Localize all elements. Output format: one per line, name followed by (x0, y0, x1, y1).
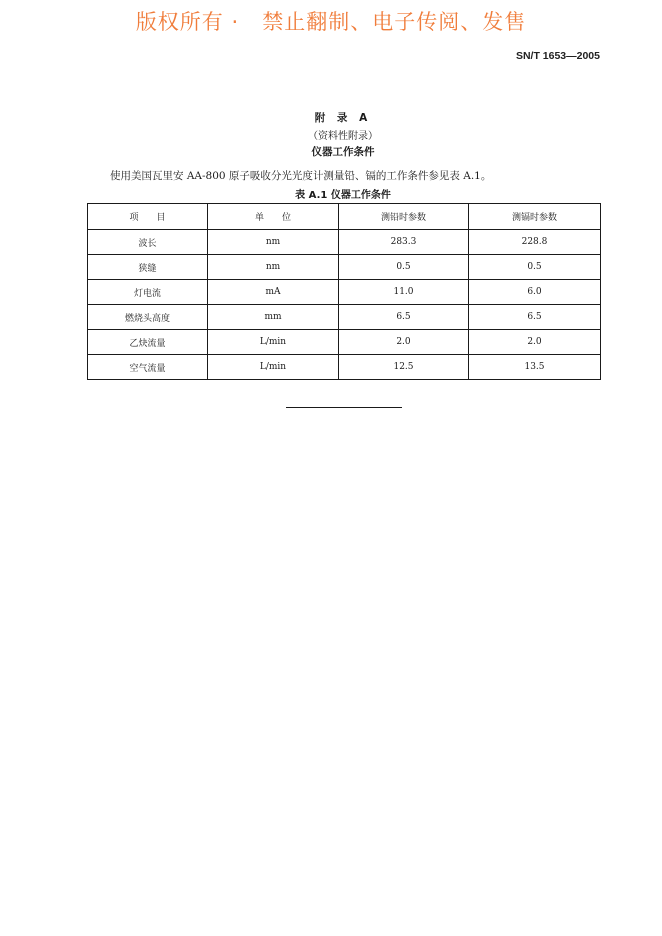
annex-subtitle: （资料性附录） (308, 131, 378, 142)
cell-cadmium-value: 228.8 (469, 230, 601, 255)
column-header-unit: 单 位 (208, 204, 339, 230)
cell-unit: nm (208, 230, 339, 255)
cell-item: 乙炔流量 (88, 330, 208, 355)
cell-lead-value: 11.0 (339, 280, 469, 305)
cell-cadmium-value: 6.0 (469, 280, 601, 305)
instrument-conditions-table (87, 203, 601, 380)
cell-lead-value: 12.5 (339, 355, 469, 380)
column-header-cadmium-params: 测镉时参数 (469, 204, 601, 230)
body-paragraph: 使用美国瓦里安 AA-800 原子吸收分光光度计测量铅、镉的工作条件参见表 A.1。 (110, 170, 492, 182)
column-header-lead-params: 测铅时参数 (339, 204, 469, 230)
annex-heading: 仪器工作条件 (311, 146, 375, 158)
table-row (88, 330, 601, 355)
cell-unit: nm (208, 255, 339, 280)
cell-lead-value: 283.3 (339, 230, 469, 255)
cell-unit: L/min (208, 330, 339, 355)
cell-item: 灯电流 (88, 280, 208, 305)
table-row (88, 305, 601, 330)
annex-title: 附 录 A (314, 112, 372, 124)
cell-unit: mA (208, 280, 339, 305)
table-row (88, 230, 601, 255)
end-of-document-rule (286, 407, 402, 408)
cell-cadmium-value: 0.5 (469, 255, 601, 280)
table-caption: 表 A.1 仪器工作条件 (295, 190, 391, 201)
table-header-row (88, 204, 601, 230)
cell-cadmium-value: 2.0 (469, 330, 601, 355)
cell-cadmium-value: 13.5 (469, 355, 601, 380)
cell-lead-value: 2.0 (339, 330, 469, 355)
cell-cadmium-value: 6.5 (469, 305, 601, 330)
copyright-watermark: 版权所有 · 禁止翻制、电子传阅、发售 (135, 10, 527, 34)
cell-item: 波长 (88, 230, 208, 255)
cell-item: 空气流量 (88, 355, 208, 380)
cell-unit: L/min (208, 355, 339, 380)
table-row (88, 255, 601, 280)
cell-lead-value: 0.5 (339, 255, 469, 280)
table-row (88, 355, 601, 380)
column-header-item: 项 目 (88, 204, 208, 230)
cell-item: 燃烧头高度 (88, 305, 208, 330)
cell-item: 狭缝 (88, 255, 208, 280)
standard-code: SN/T 1653—2005 (515, 50, 600, 62)
cell-unit: mm (208, 305, 339, 330)
cell-lead-value: 6.5 (339, 305, 469, 330)
table-row (88, 280, 601, 305)
